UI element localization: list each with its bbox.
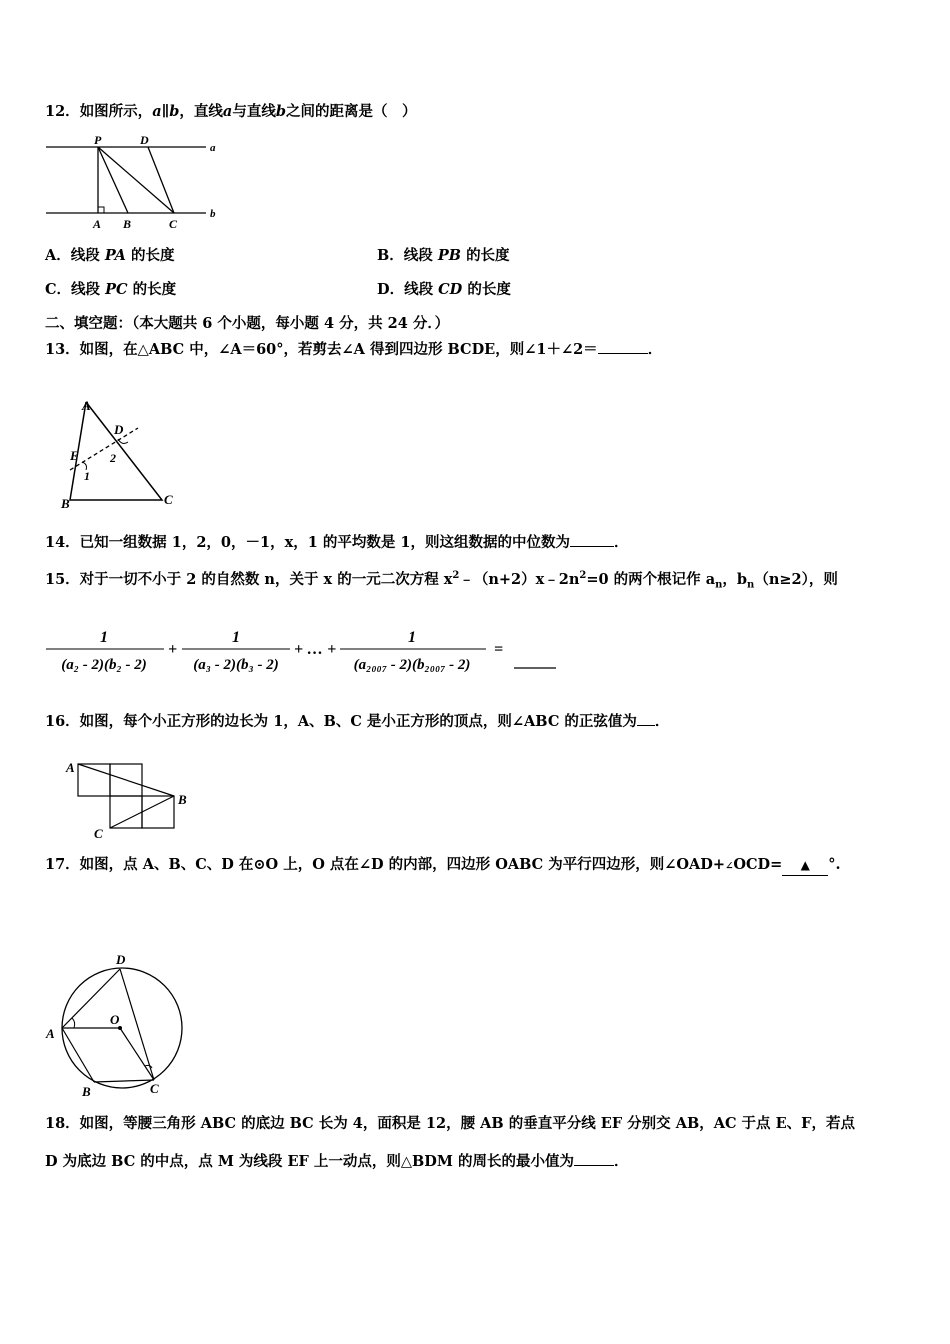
label-D: D [140, 133, 149, 147]
q16-figure [62, 758, 202, 844]
label-B: B [123, 217, 132, 231]
denominator-3: (a₂₀₀₇ - 2)(b₂₀₀₇ - 2) [353, 657, 471, 673]
label-E: E [70, 448, 79, 463]
label-C: C [169, 217, 178, 231]
label-b: b [210, 208, 216, 220]
q14-stem: 14．已知一组数据 1，2，0，－1，x，1 的平均数是 1，则这组数据的中位数为 ． [45, 534, 629, 551]
label-a: a [210, 142, 216, 154]
label-A: A [66, 760, 75, 775]
label-A: A [46, 1026, 55, 1041]
q17-figure [44, 950, 194, 1104]
q12-option-a: A．线段 PA 的长度 [45, 247, 175, 264]
label-A: A [82, 398, 91, 413]
numerator-2: 1 [232, 629, 240, 646]
plus-1: + [168, 641, 178, 658]
label-C: C [164, 492, 173, 507]
q12-option-b: B．线段 PB 的长度 [377, 247, 510, 264]
label-O: O [110, 1012, 120, 1027]
label-B: B [82, 1084, 91, 1099]
q12-option-d: D．线段 CD 的长度 [377, 281, 511, 298]
q18-line2: D 为底边 BC 的中点，点 M 为线段 EF 上一动点，则△BDM 的周长的最小值为 ． [45, 1153, 629, 1170]
label-A: A [93, 217, 102, 231]
q18-line1: 18．如图，等腰三角形 ABC 的底边 BC 长为 4，面积是 12，腰 AB 的垂直平分线 EF 分别交 AB，AC 于点 E、F，若点 [45, 1115, 855, 1132]
denominator-2: (a₃ - 2)(b₃ - 2) [193, 657, 279, 673]
ellipsis: + … + [294, 641, 337, 658]
label-2: 2 [110, 451, 116, 465]
q12-stem: 12．如图所示，a∥b，直线a与直线b之间的距离是（ ） [45, 103, 417, 120]
q17-stem: 17．如图，点 A、B、C、D 在⊙O 上，O 点在∠D 的内部，四边形 OABC 为平行四边形，则∠OAD+∠OCD= ▲ °. [45, 855, 841, 877]
q12-option-c: C．线段 PC 的长度 [45, 281, 177, 298]
q15-formula [44, 624, 574, 688]
q13-stem: 13．如图，在△ABC 中，∠A＝60°，若剪去∠A 得到四边形 BCDE，则∠1＋∠2＝ ． [45, 341, 663, 358]
equals-sign: = [494, 641, 504, 658]
label-D: D [116, 952, 126, 967]
denominator-1: (a₂ - 2)(b₂ - 2) [61, 657, 147, 673]
label-P: P [94, 133, 102, 147]
label-C: C [94, 826, 103, 840]
q15-stem: 15．对于一切不小于 2 的自然数 n，关于 x 的一元二次方程 $x^2﹣(n+2)x﹣2n^2=0$ 的两个根记作 $a_n$，$b_n(n\ge 2)$，则 [45, 570, 838, 591]
label-1: 1 [84, 469, 90, 483]
numerator-3: 1 [408, 629, 416, 646]
label-D: D [114, 422, 124, 437]
q13-figure [58, 392, 188, 516]
label-C: C [150, 1081, 159, 1096]
label-B: B [61, 496, 70, 511]
answer-blank: ▲ [782, 855, 828, 876]
label-B: B [178, 792, 187, 807]
q16-stem: 16．如图，每个小正方形的边长为 1，A、B、C 是小正方形的顶点，则∠ABC 的正弦值为 ． [45, 713, 670, 730]
q12-figure [44, 132, 234, 236]
numerator-1: 1 [100, 629, 108, 646]
section-heading: 二、填空题：（本大题共 6 个小题，每小题 4 分，共 24 分．） [45, 315, 450, 332]
